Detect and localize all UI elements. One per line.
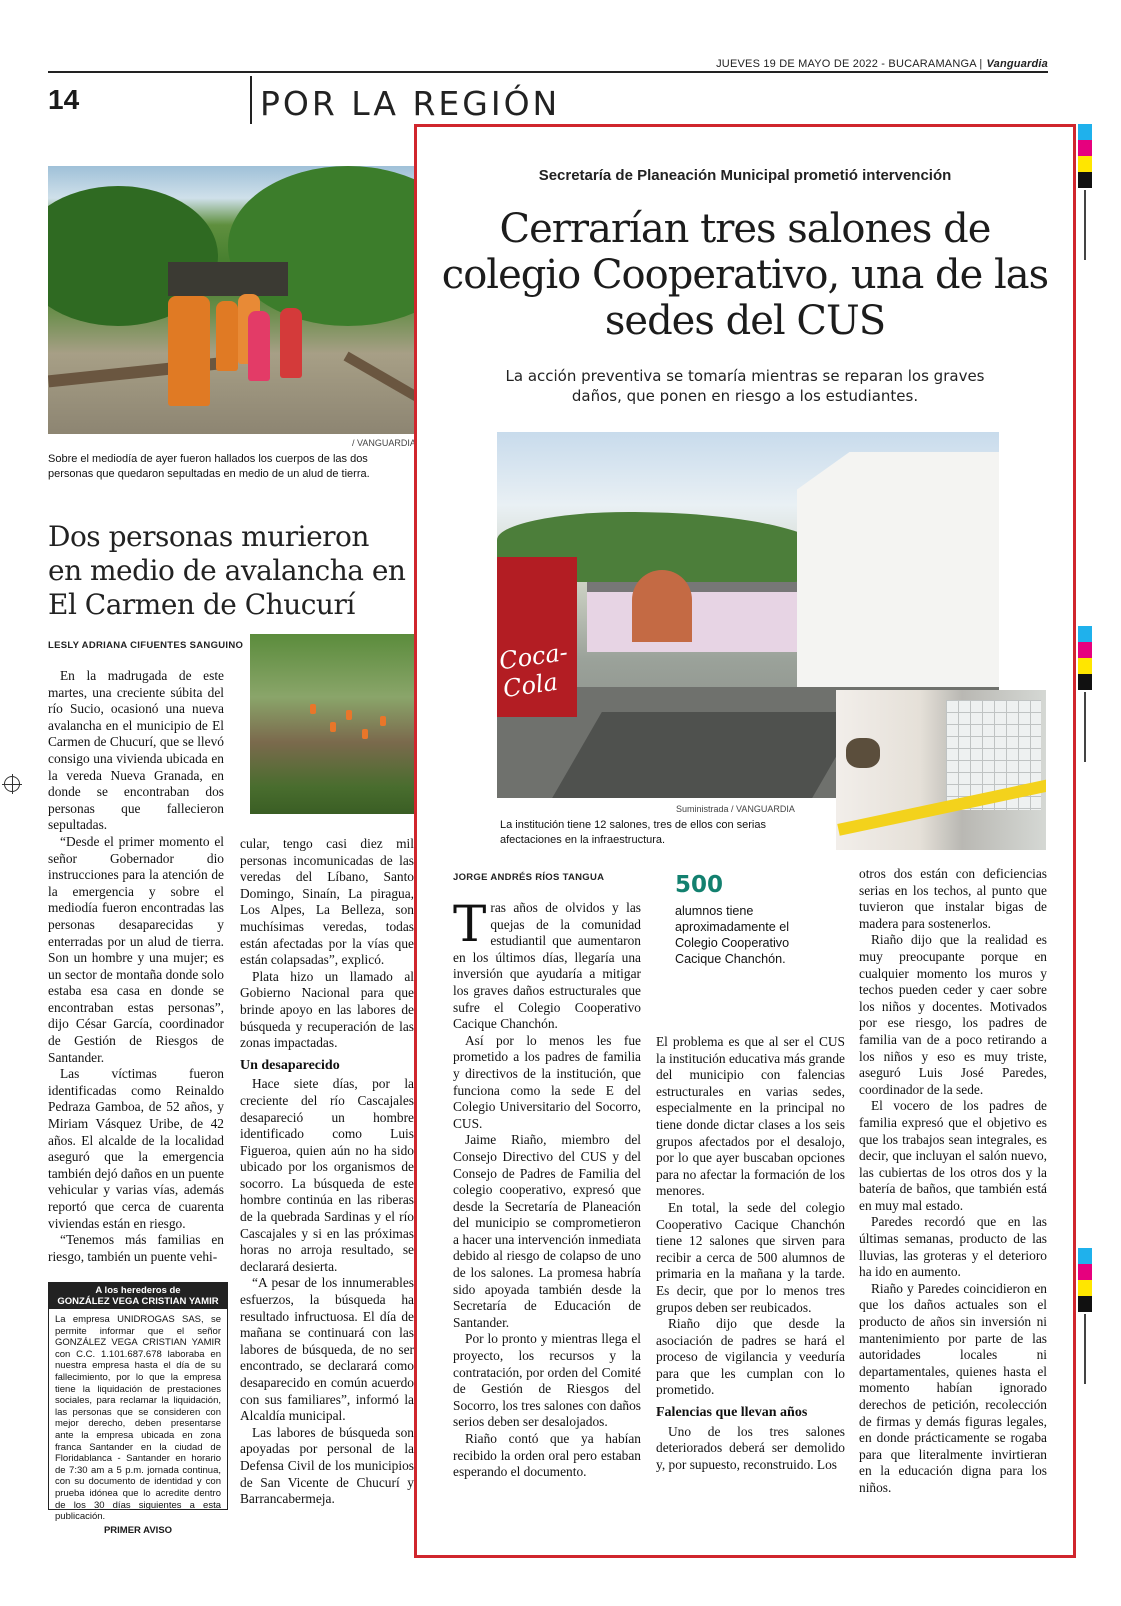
notice-footer: PRIMER AVISO [103, 1524, 173, 1536]
color-registration-mark [1078, 626, 1092, 690]
photo-credit: / VANGUARDIA [352, 438, 416, 448]
main-byline: JORGE ANDRÉS RÍOS TANGUA [453, 872, 605, 883]
photo-credit: Suministrada / VANGUARDIA [676, 804, 795, 814]
left-byline: LESLY ADRIANA CIFUENTES SANGUINO [48, 640, 244, 651]
legal-notice-box [48, 1282, 228, 1536]
photo-sign-text: Coca-Cola [497, 638, 570, 704]
subheading: Un desaparecido [240, 1057, 340, 1073]
notice-title-line: A los herederos de [95, 1285, 181, 1296]
paragraph: Paredes recordó que en las últimas semanas, producto de las lluvias, las groteras y el deterioro ha ido en aumento. [859, 1214, 1047, 1280]
registration-line [1084, 190, 1086, 260]
paragraph: Riaño contó que ya habían recibido la orden oral pero estaban esperando el documento. [453, 1431, 641, 1480]
paragraph: “Desde el primer momento el señor Gobernador dio instrucciones para la atención de la emergencia y sobre el mediodía fueron encontradas las personas desaparecidas y enterradas por un alud de tierra. Son un hombre y una mujer; es un sector de montaña donde solo estaba esa casa en donde se encontraban estas personas”, dijo César García, coordinador de Gestión de Riesgos de Santander. [48, 833, 224, 1065]
dateline [716, 58, 1048, 70]
color-registration-mark [1078, 1248, 1092, 1312]
paragraph: Las labores de búsqueda son apoyadas por personal de la Defensa Civil de los municipios de San Vicente de Chucurí y Barrancabermeja. [240, 1424, 414, 1507]
crosshair-icon [4, 776, 20, 792]
main-story-column-2 [656, 1034, 845, 1473]
damage-photo [836, 690, 1046, 850]
deck: La acción preventiva se tomaría mientras se reparan los graves daños, que ponen en riesgo a los estudiantes. [505, 367, 985, 405]
paragraph: Uno de los tres salones deteriorados deberá ser demolido y, por supuesto, reconstruido. Los [656, 1423, 845, 1472]
paragraph: El problema es que al ser el CUS la institución educativa más grande del municipio con falencias estructurales en varias sedes, especialmente en la principal no tiene donde dictar clases a los seis grupos afectados por el desalojo, por lo que ayer buscaban opciones para no afectar la formación de los menores. [656, 1034, 845, 1199]
paragraph: “Tenemos más familias en riesgo, también un puente vehi- [48, 1232, 224, 1264]
photo-caption: La institución tiene 12 salones, tres de ellos con serias afectaciones en la infraestructura. [500, 819, 766, 846]
paragraph: otros dos están con deficiencias serias en los techos, al punto que tuvieron que instalar bigas de madera para sostenerlos. [859, 866, 1047, 931]
dateline-text: JUEVES 19 DE MAYO DE 2022 - BUCARAMANGA | [716, 58, 983, 70]
registration-line [1084, 692, 1086, 762]
paragraph: ras años de olvidos y las quejas de la comunidad estudiantil que aumentaron en los últimos días, llegaría una inversión que ayudaría a mitigar los graves daños estructurales que sufre el Colegio Cooperativo Cacique Chanchón. [453, 900, 641, 1032]
page-number: 14 [48, 84, 80, 115]
notice-title-line: GONZÁLEZ VEGA CRISTIAN YAMIR [57, 1296, 219, 1307]
paragraph: Plata hizo un llamado al Gobierno Nacional para que brinde apoyo en las labores de búsqueda y recuperación de las zonas impactadas. [240, 968, 414, 1051]
landslide-photo [250, 634, 414, 814]
fact-text: alumnos tiene aproximadamente el Colegio Cooperativo Cacique Chanchón. [675, 904, 790, 966]
paragraph: El vocero de los padres de familia expresó que el objetivo es que los trabajos sean integrales, es decir, que incluyan el salón nuevo, las cubiertas de los otros dos y la batería de baños, que también está en muy mal estado. [859, 1098, 1047, 1213]
photo-caption: Sobre el mediodía de ayer fueron hallados los cuerpos de las dos personas que quedaron sepultadas en medio de un alud de tierra. [48, 453, 370, 480]
paragraph: Las víctimas fueron identificadas como Reinaldo Pedraza Gamboa, de 52 años, y Miriam Vásquez Uribe, de 42 años. El alcalde de la localidad aseguró que la emergencia también dejó daños en un puente vehicular y varias vías, además reportó que cerca de cuarenta viviendas están en riesgo. [48, 1066, 224, 1231]
masthead-rule [48, 56, 1048, 73]
paragraph: Riaño y Paredes coincidieron en que los daños actuales son el producto de años sin inversión ni mantenimiento por parte de las autoridades locales ni departamentales, quienes hasta el momento habían ignorado derechos de petición, recolección de firmas y demás figuras legales, en donde prácticamente se rogaba para que literalmente invirtieran en la educación digna para los niños. [859, 1280, 1047, 1495]
kicker: Secretaría de Planeación Municipal prometió intervención [538, 167, 952, 184]
color-registration-mark [1078, 124, 1092, 188]
brand-logo: Vanguardia [986, 58, 1048, 70]
registration-line [1084, 1314, 1086, 1384]
paragraph: Por lo pronto y mientras llega el proyecto, los recursos y la contratación, por orden del Comité de Gestión de Riesgos del Socorro, los tres salones con daños serios deben ser desalojados. [453, 1331, 641, 1430]
paragraph: Así por lo menos les fue prometido a los padres de familia y directivos de la institución, que funciona como la sede E del Colegio Universitario del Socorro, CUS. [453, 1032, 641, 1131]
section-divider [250, 76, 252, 124]
main-story-column-1 [453, 895, 641, 1481]
notice-header [49, 1283, 227, 1309]
left-story-column-1 [48, 668, 224, 1265]
paragraph: cular, tengo casi diez mil personas incomunicadas de las veredas del Líbano, Santo Domingo, Sinaín, La piragua, Los Alpes, La Belleza, son muchísimas veredas, todas están afectadas por la vías que están colapsadas”, explicó. [240, 836, 414, 968]
paragraph: Riaño dijo que la realidad es muy preocupante porque en cualquier momento los muros y techos pueden ceder y caer sobre los niños y docentes. Motivados por ese riesgo, los padres de familia van de a poco retirando a los niños y eso es muy triste, aseguró Luis José Paredes, coordinador de la sede. [859, 932, 1047, 1097]
drop-cap: T [453, 895, 487, 953]
paragraph: En la madrugada de este martes, una creciente súbita del río Sucio, ocasionó una nueva avalancha en el municipio de El Carmen de Chucurí, que se llevó consigo una vivienda ubicada en la vereda Nueva Granada, en donde se encontraban dos personas que fallecieron sepultadas. [48, 668, 224, 833]
left-headline: Dos personas murieron en medio de avalancha en El Carmen de Chucurí [48, 520, 406, 621]
paragraph: Riaño dijo que desde la asociación de padres se hará el proceso de vigilancia y veeduría para que les cumplan con lo prometido. [656, 1316, 845, 1398]
subheading: Falencias que llevan años [656, 1405, 808, 1421]
paragraph: En total, la sede del colegio Cooperativo Cacique Chanchón tiene 12 salones que sirven para recibir a cerca de 500 alumnos de primaria en la mañana y la tarde. Es decir, que por lo menos tres grupos deben ser reubicados. [656, 1199, 845, 1315]
paragraph: Hace siete días, por la creciente del río Cascajales desapareció un hombre identificado como Luis Figueroa, quien aún no ha sido ubicado por los organismos de socorro. La búsqueda de este hombre continúa en las riberas de la quebrada Sardinas y el río Cascajales y si en las próximas horas no arroja resultado, se declarará desierta. [240, 1076, 414, 1274]
fact-number: 500 [675, 872, 724, 898]
section-title: POR LA REGIÓN [260, 84, 561, 123]
paragraph: Jaime Riaño, miembro del Consejo Directivo del CUS y del Consejo de Padres de Familia del colegio cooperativo, expresó que desde la Secretaría de Planeación del municipio se comprometieron a hacer una intervención inmediata debido al riesgo de colapso de uno de los salones. La promesa habría sido apoyada también desde la Secretaría de Educación de Santander. [453, 1132, 641, 1330]
rescue-photo [48, 166, 414, 434]
paragraph: “A pesar de los innumerables esfuerzos, la búsqueda ha resultado infructuosa. El día de mañana se continuará con las labores de búsqueda, de no ser encontrado, se declarará como desaparecido en común acuerdo con sus familiares”, informó la Alcaldía municipal. [240, 1275, 414, 1424]
main-story-column-3 [859, 866, 1047, 1497]
left-story-column-2 [240, 836, 414, 1516]
main-headline: Cerrarían tres salones de colegio Cooperativo, una de las sedes del CUS [441, 206, 1049, 344]
notice-body: La empresa UNIDROGAS SAS, se permite informar que el señor GONZÁLEZ VEGA CRISTIAN YAMIR con C.C. 1.101.687.678 laboraba en nuestra empresa hasta el día de su fallecimiento, por lo que la empresa tiene la liquidación de prestaciones sociales, para reclamar la liquidación, las personas que se consideren con mejor derecho, deben presentarse ante la empresa ubicada en zona franca Santander en la ciudad de Floridablanca - Santander en horario de 7:30 am a 5 p.m. jornada continua, con su documento de identidad y con prueba idónea que lo acredite dentro de los 30 días siguientes a esta publicación. [55, 1314, 221, 1523]
